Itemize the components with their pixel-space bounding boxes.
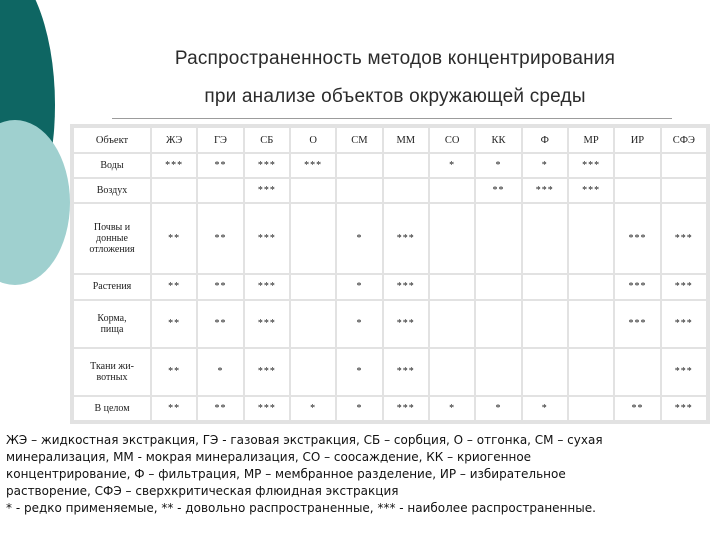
table-cell: *** [569,179,613,202]
table-cell: * [476,397,520,420]
header-cell: СО [430,128,474,152]
table-cell: * [337,204,381,273]
table-cell: * [337,275,381,298]
methods-table [72,126,708,422]
table-cell: *** [523,179,567,202]
header-cell: Объект [74,128,150,152]
header-cell: ГЭ [198,128,242,152]
row-label: Почвы и донные отложения [74,204,150,273]
table-cell: * [523,397,567,420]
table-cell: *** [245,154,289,177]
table-cell: ** [198,204,242,273]
table-cell: *** [291,154,335,177]
table-cell: ** [152,397,196,420]
header-cell: СМ [337,128,381,152]
table-cell: ** [476,179,520,202]
table-cell [662,179,706,202]
table-cell: *** [615,301,659,347]
header-cell: ММ [384,128,428,152]
table-cell [430,275,474,298]
table-cell: *** [245,397,289,420]
legend-line: ЖЭ – жидкостная экстракция, ГЭ - газовая экстракция, СБ – сорбция, О – отгонка, СМ – сухая [6,433,603,447]
table-cell [384,179,428,202]
table-cell: *** [245,275,289,298]
table-cell: *** [245,179,289,202]
table-cell [523,301,567,347]
header-cell: СБ [245,128,289,152]
table-cell: * [337,301,381,347]
methods-table-container [70,124,710,424]
row-label: Растения [74,275,150,298]
table-cell: *** [384,204,428,273]
table-cell: *** [662,204,706,273]
table-cell [430,179,474,202]
table-cell: *** [245,204,289,273]
table-row [74,275,706,298]
row-label: Ткани жи- вотных [74,349,150,395]
table-cell [523,204,567,273]
table-header-row [74,128,706,152]
table-cell: *** [384,349,428,395]
table-cell: *** [384,301,428,347]
table-cell [291,179,335,202]
table-cell [569,397,613,420]
table-cell: * [476,154,520,177]
table-cell: * [337,397,381,420]
table-row [74,349,706,395]
table-cell: * [337,349,381,395]
table-cell [476,275,520,298]
legend-line: * - редко применяемые, ** - довольно распространенные, *** - наиболее распространенные. [6,501,596,515]
table-cell [569,301,613,347]
table-cell: * [198,349,242,395]
table-cell [569,349,613,395]
table-cell: *** [662,301,706,347]
table-cell: ** [198,275,242,298]
table-row [74,301,706,347]
table-cell [615,349,659,395]
table-cell: * [291,397,335,420]
header-cell: СФЭ [662,128,706,152]
table-cell [615,179,659,202]
table-cell: ** [198,154,242,177]
table-cell [430,349,474,395]
table-cell [337,154,381,177]
row-label: Воды [74,154,150,177]
row-label: Воздух [74,179,150,202]
legend-line: концентрирование, Ф – фильтрация, МР – мембранное разделение, ИР – избирательное [6,467,566,481]
table-cell: ** [152,349,196,395]
table-cell [337,179,381,202]
table-cell [291,204,335,273]
header-cell: ИР [615,128,659,152]
table-cell [569,275,613,298]
header-cell: Ф [523,128,567,152]
table-cell [430,204,474,273]
header-cell: КК [476,128,520,152]
table-cell: *** [615,204,659,273]
row-label: В целом [74,397,150,420]
table-cell: * [430,154,474,177]
table-cell [523,275,567,298]
table-cell [430,301,474,347]
table-cell: * [430,397,474,420]
table-cell [291,275,335,298]
table-cell [615,154,659,177]
table-cell [476,301,520,347]
row-label: Корма, пища [74,301,150,347]
table-cell: *** [662,349,706,395]
table-cell: ** [152,275,196,298]
table-cell: *** [245,301,289,347]
table-cell [662,154,706,177]
table-cell: ** [198,397,242,420]
table-cell: *** [384,275,428,298]
table-row [74,204,706,273]
slide-title-line-1: Распространенность методов концентрирования [174,48,616,69]
table-cell [152,179,196,202]
table-cell: *** [152,154,196,177]
table-cell: *** [569,154,613,177]
table-row [74,397,706,420]
decorative-circle-light [0,120,70,285]
table-cell: *** [245,349,289,395]
header-cell: О [291,128,335,152]
table-cell: * [523,154,567,177]
table-row [74,179,706,202]
table-cell [569,204,613,273]
table-row [74,154,706,177]
legend [6,432,714,517]
table-cell: *** [662,275,706,298]
table-cell [291,349,335,395]
header-cell: ЖЭ [152,128,196,152]
table-cell [523,349,567,395]
table-cell: *** [384,397,428,420]
table-cell: *** [615,275,659,298]
table-cell [384,154,428,177]
table-cell [476,349,520,395]
header-cell: МР [569,128,613,152]
table-cell: *** [662,397,706,420]
title-divider [112,118,672,119]
table-cell: ** [152,204,196,273]
legend-line: минерализация, ММ - мокрая минерализация, СО – соосаждение, КК – криогенное [6,450,532,464]
table-body [74,154,706,420]
table-cell [291,301,335,347]
slide-title-line-2: при анализе объектов окружающей среды [204,86,586,107]
table-cell: ** [615,397,659,420]
table-cell: ** [152,301,196,347]
legend-line: растворение, СФЭ – сверхкритическая флюидная экстракция [6,484,399,498]
table-cell: ** [198,301,242,347]
table-cell [476,204,520,273]
table-cell [198,179,242,202]
